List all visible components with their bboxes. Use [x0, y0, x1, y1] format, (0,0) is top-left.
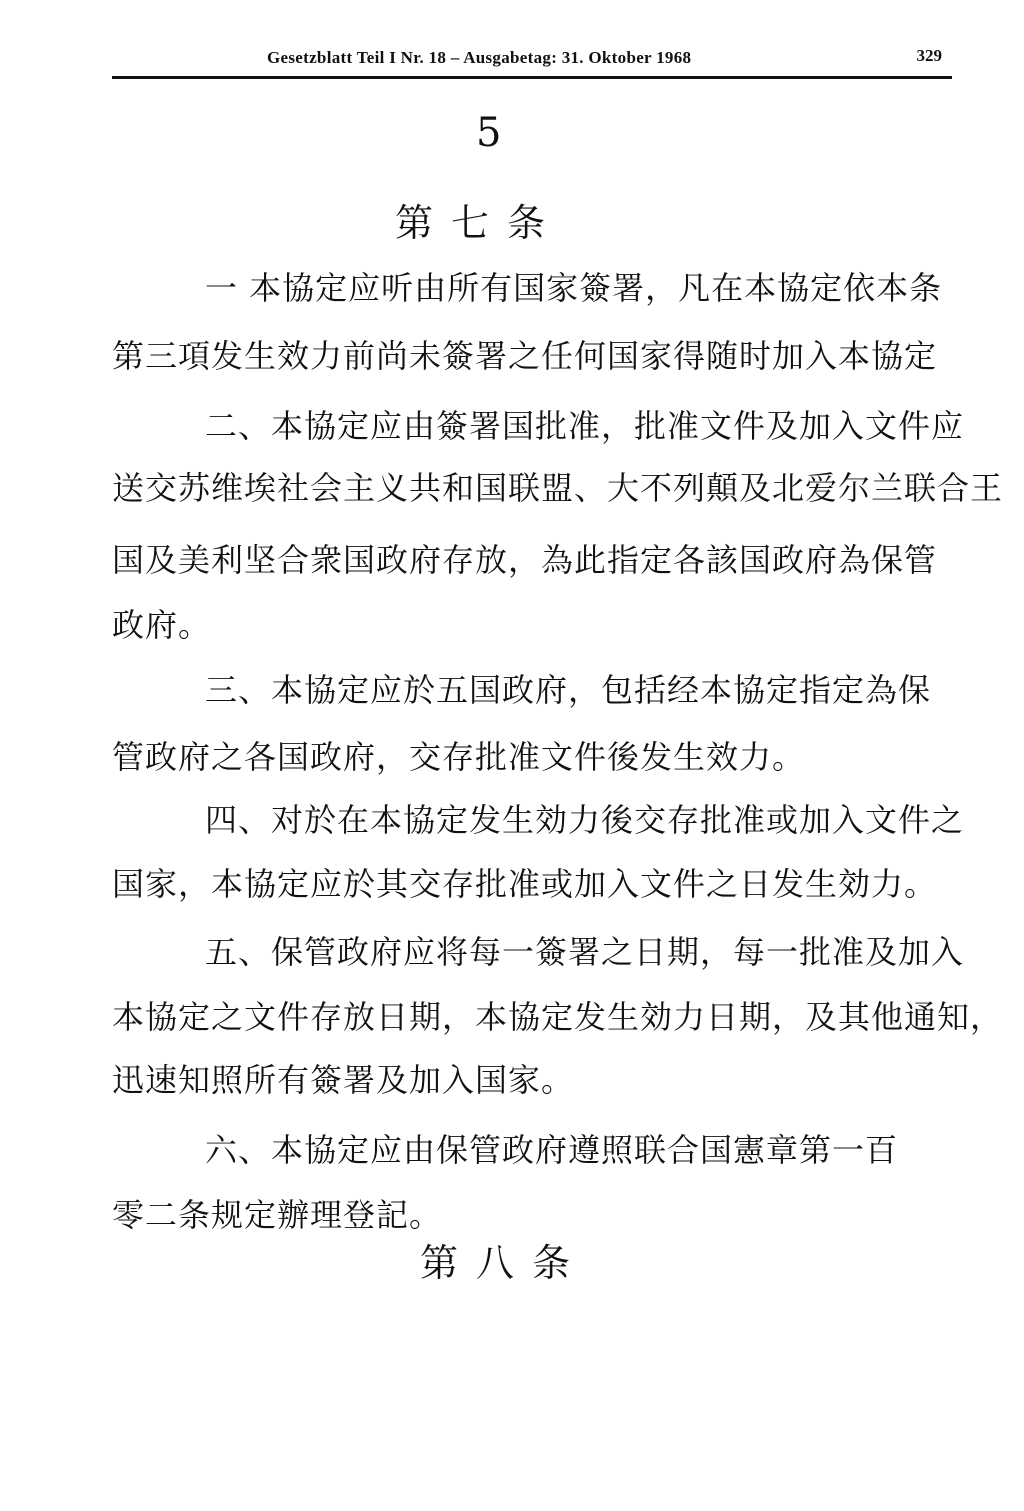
handwritten-page-mark: 5 [476, 110, 502, 156]
text-line-3: 二、本協定应由簽署国批准，批准文件及加入文件应 [205, 407, 965, 445]
text-line-12: 本協定之文件存放日期，本協定发生効力日期，及其他通知， [112, 998, 1004, 1036]
page-number-header: 329 [916, 46, 942, 65]
gazette-title: Gesetzblatt Teil I Nr. 18 – Ausgabetag: 31. Oktober 1968 [267, 48, 692, 67]
text-line-2: 第三項发生效力前尚未簽署之任何国家得随时加入本協定 [112, 337, 938, 375]
article-8-heading: 第八条 [420, 1241, 589, 1285]
article-7-heading: 第七条 [395, 201, 564, 245]
text-line-15: 零二条规定辦理登記。 [112, 1196, 443, 1234]
text-line-10: 国家，本協定应於其交存批准或加入文件之日发生効力。 [112, 865, 938, 903]
text-line-5: 国及美利坚合衆国政府存放，為此指定各該国政府為保管 [112, 541, 938, 579]
text-line-13: 迅速知照所有簽署及加入国家。 [112, 1061, 575, 1099]
text-line-9: 四、对於在本協定发生効力後交存批准或加入文件之 [205, 801, 965, 839]
text-line-1: 一 本協定应听由所有国家簽署，凡在本協定依本条 [205, 269, 943, 307]
text-line-8: 管政府之各国政府，交存批准文件後发生效力。 [112, 738, 806, 776]
text-line-6: 政府。 [112, 606, 212, 644]
text-line-7: 三、本協定应於五国政府，包括经本協定指定為保 [205, 671, 932, 709]
text-line-4: 送交苏维埃社会主义共和国联盟、大不列顛及北爱尔兰联合王 [112, 469, 1004, 507]
page-header [112, 42, 952, 79]
text-line-14: 六、本協定应由保管政府遵照联合国憲章第一百 [205, 1131, 899, 1169]
text-line-11: 五、保管政府应将每一簽署之日期，每一批准及加入 [205, 933, 965, 971]
